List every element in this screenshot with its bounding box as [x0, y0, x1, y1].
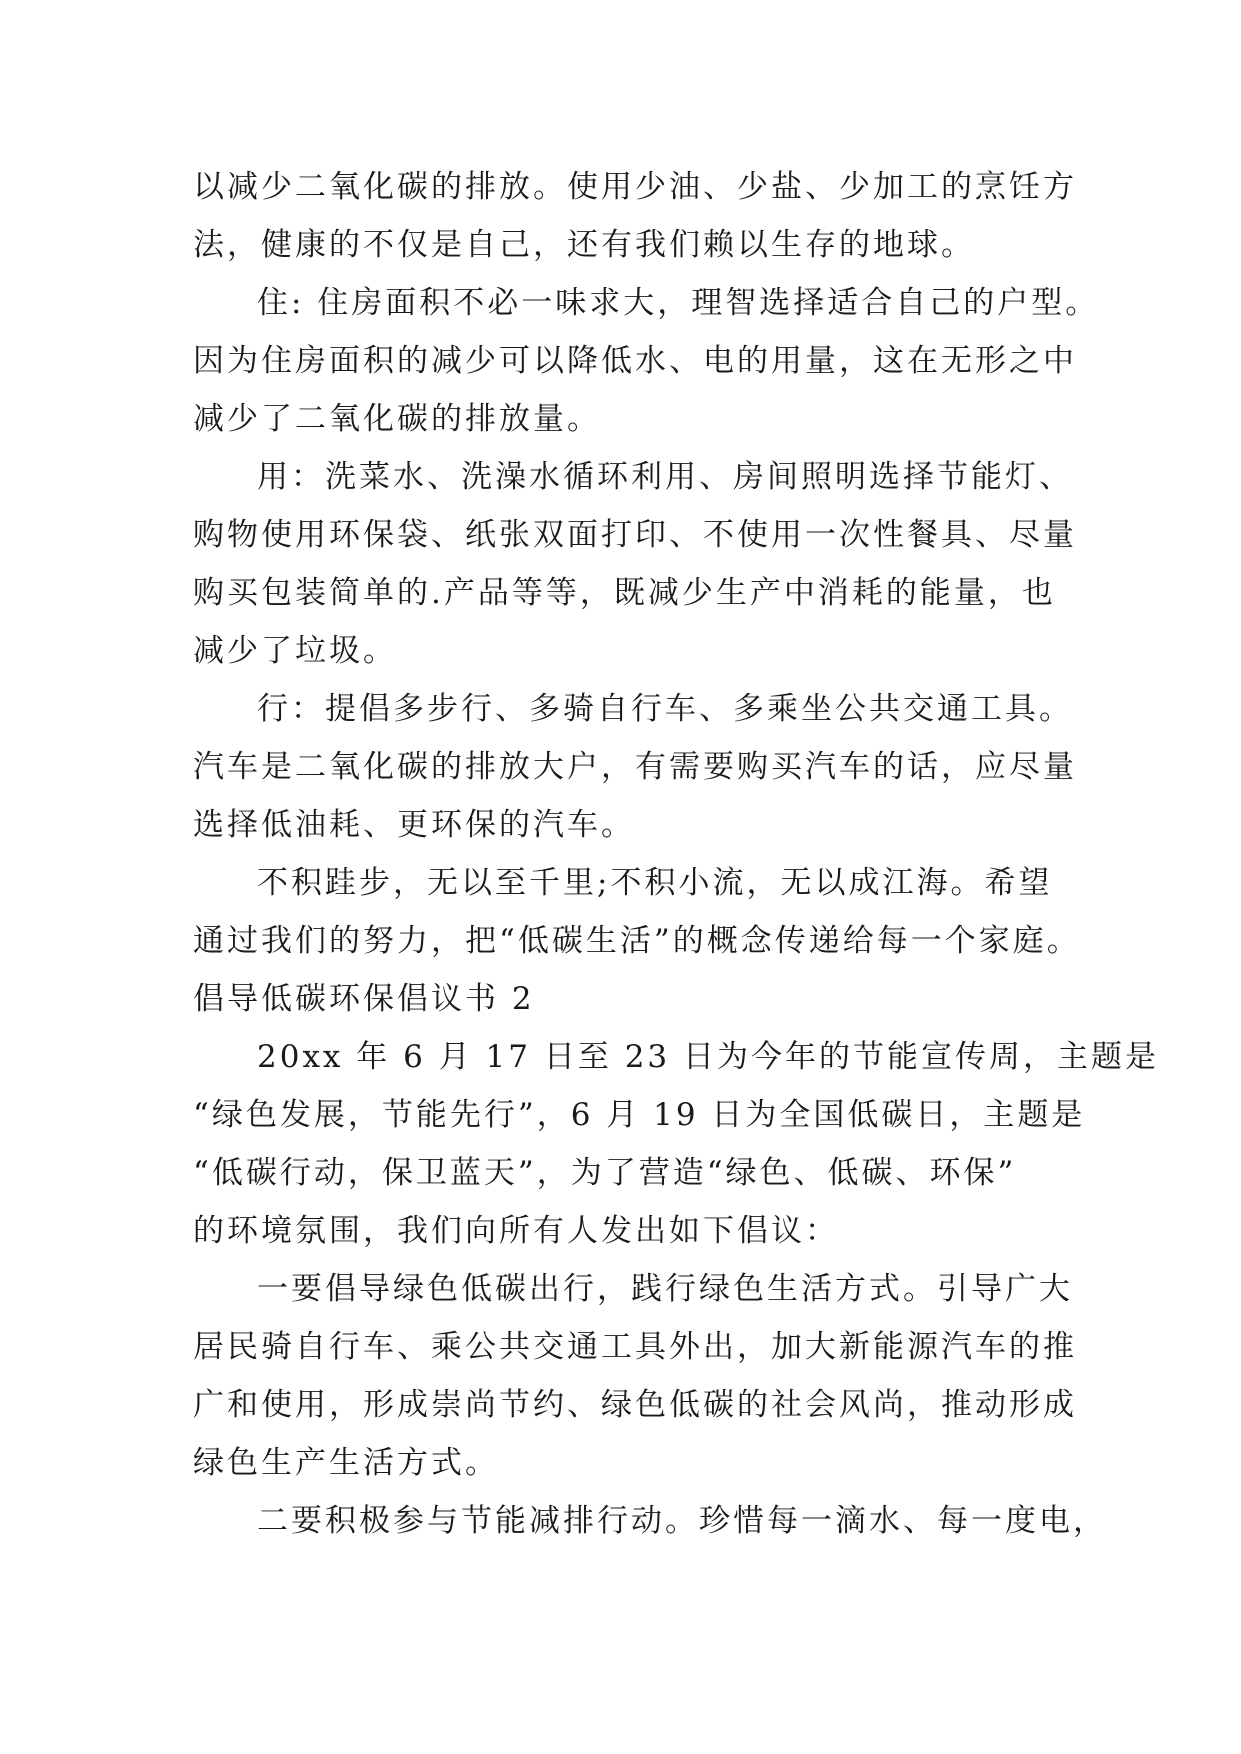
text-line: 汽车是二氧化碳的排放大户，有需要购买汽车的话，应尽量: [193, 749, 1077, 785]
text-line: 减少了垃圾。: [193, 633, 397, 669]
text-line: 通过我们的努力，把“低碳生活”的概念传递给每一个家庭。: [193, 923, 1081, 959]
paragraph-start-line: 一要倡导绿色低碳出行，践行绿色生活方式。引导广大: [257, 1271, 1073, 1307]
paragraph-start-line: 住: 住房面积不必一味求大，理智选择适合自己的户型。: [257, 285, 1100, 321]
text-line: 的环境氛围，我们向所有人发出如下倡议：: [193, 1213, 839, 1249]
text-line: 绿色生产生活方式。: [193, 1445, 499, 1481]
text-line: 购物使用环保袋、纸张双面打印、不使用一次性餐具、尽量: [193, 517, 1077, 553]
text-line: 因为住房面积的减少可以降低水、电的用量，这在无形之中: [193, 343, 1077, 379]
text-line: 以减少二氧化碳的排放。使用少油、少盐、少加工的烹饪方: [193, 169, 1077, 205]
paragraph-start-line: 20xx 年 6 月 17 日至 23 日为今年的节能宣传周，主题是: [257, 1039, 1160, 1075]
text-line: 减少了二氧化碳的排放量。: [193, 401, 601, 437]
paragraph-start-line: 行：提倡多步行、多骑自行车、多乘坐公共交通工具。: [257, 691, 1073, 727]
text-line: “绿色发展，节能先行”，6 月 19 日为全国低碳日，主题是: [193, 1097, 1086, 1133]
text-line: 购买包装简单的.产品等等，既减少生产中消耗的能量，也: [193, 575, 1056, 611]
text-line: “低碳行动，保卫蓝天”，为了营造“绿色、低碳、环保”: [193, 1155, 1017, 1191]
section-heading: 倡导低碳环保倡议书 2: [193, 981, 535, 1017]
text-line: 居民骑自行车、乘公共交通工具外出，加大新能源汽车的推: [193, 1329, 1077, 1365]
text-line: 选择低油耗、更环保的汽车。: [193, 807, 635, 843]
text-line: 法，健康的不仅是自己，还有我们赖以生存的地球。: [193, 227, 975, 263]
paragraph-start-line: 用：洗菜水、洗澡水循环利用、房间照明选择节能灯、: [257, 459, 1073, 495]
document-body: [193, 158, 1160, 1550]
paragraph-start-line: 二要积极参与节能减排行动。珍惜每一滴水、每一度电，: [257, 1503, 1107, 1539]
paragraph-start-line: 不积跬步，无以至千里;不积小流，无以成江海。希望: [257, 865, 1053, 901]
text-line: 广和使用，形成崇尚节约、绿色低碳的社会风尚，推动形成: [193, 1387, 1077, 1423]
